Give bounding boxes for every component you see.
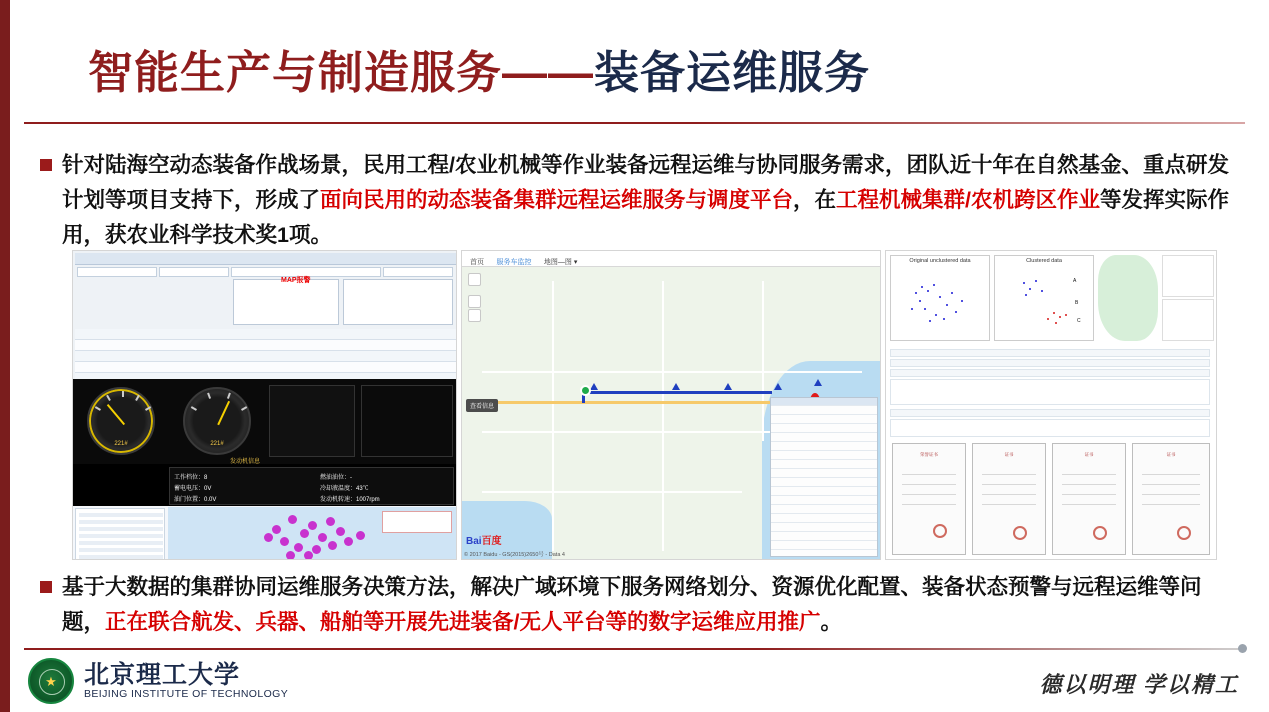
table-row[interactable] — [771, 461, 877, 469]
map-zoom-out-button[interactable] — [468, 309, 481, 322]
table-row[interactable] — [75, 351, 456, 362]
university-name-en: BEIJING INSTITUTE OF TECHNOLOGY — [84, 688, 289, 700]
cluster-label-b: B — [1075, 300, 1079, 306]
table-row[interactable] — [771, 434, 877, 442]
certificate-title: 证书 — [1166, 452, 1176, 457]
certificate-2 — [972, 443, 1046, 555]
bullet-square-icon — [40, 581, 52, 593]
scatter-clustered-caption: Clustered data — [1026, 258, 1062, 264]
bit-emblem-icon: ★ — [28, 658, 74, 704]
engine-line-3: 蓄电电压：0V — [174, 486, 212, 492]
form-row[interactable] — [890, 409, 1210, 417]
map-zoom-in-button[interactable] — [468, 295, 481, 308]
engine-line-6: 发动机转速：1007rpm — [320, 497, 380, 503]
region-thumb-1 — [1162, 255, 1214, 297]
bullet-paragraph-1 — [40, 148, 1240, 253]
baidu-logo: Bai百度 — [466, 536, 502, 547]
bullet2-text-a: 基于大数据的集群协同运维服务决策方法，解决广域环境下服务网络划分、资源优化配置、装备状态预警与远程运维等问题， — [62, 575, 1202, 634]
table-row[interactable] — [771, 497, 877, 505]
bullet1-text-b: ，在 — [793, 188, 837, 212]
table-row[interactable] — [771, 533, 877, 541]
table-row[interactable] — [771, 470, 877, 478]
indicator-panel — [361, 385, 453, 457]
table-cell — [77, 267, 157, 277]
page-title-primary: 智能生产与制造服务—— — [88, 46, 595, 98]
bullet1-highlight-1: 面向民用的动态装备集群远程运维服务与调度平台 — [320, 188, 794, 212]
legend-box — [382, 511, 452, 533]
seal-icon — [1013, 526, 1027, 540]
map-credit: © 2017 Baidu - GS(2015)2650号 - Data 4 — [464, 552, 565, 558]
certificate-title: 证书 — [1004, 452, 1014, 457]
line-chart-left — [233, 279, 339, 325]
engine-line-2: 燃油油位：- — [320, 475, 352, 481]
region-cluster-map — [1098, 255, 1158, 341]
table-row[interactable] — [771, 416, 877, 424]
map-toolbar[interactable] — [462, 251, 880, 267]
bullet2-highlight-1: 正在联合航发、兵器、船舶等开展先进装备/无人平台等的数字运维应用推广 — [105, 610, 821, 634]
table-row[interactable] — [771, 506, 877, 514]
table-row[interactable] — [771, 488, 877, 496]
bullet-paragraph-2 — [40, 570, 1240, 640]
data-table-2[interactable] — [890, 419, 1210, 437]
line-chart-right — [343, 279, 453, 325]
engine-info-title: 发动机信息 — [230, 459, 261, 465]
bullet1-text-a: 针对陆海空动态装备作战场景，民用工程/农业机械等作业装备远程运维与协同服务需求，团队近十年在自然基金、重点研发计划等项目支持下，形成了 — [62, 153, 1229, 212]
table-row[interactable] — [75, 329, 456, 340]
table-row[interactable] — [771, 443, 877, 451]
table-header-bar — [75, 253, 456, 265]
bullet2-text-b: 。 — [820, 610, 843, 634]
map-mode-select[interactable]: 地图—图 ▾ — [543, 259, 578, 266]
info-badge[interactable]: 查看信息 — [466, 399, 498, 412]
gauge-rpm — [183, 387, 251, 455]
table-cell — [383, 267, 453, 277]
page-title — [88, 28, 1188, 108]
table-row[interactable] — [771, 479, 877, 487]
university-motto: 德以明理 学以精工 — [1039, 672, 1239, 697]
scatter-clustered — [994, 255, 1094, 341]
vehicle-marker[interactable] — [724, 383, 732, 390]
vehicle-marker[interactable] — [590, 383, 598, 390]
engine-line-4: 冷却液温度：43℃ — [320, 486, 369, 492]
form-row[interactable] — [890, 349, 1210, 357]
bullet1-text-c: 等发挥实际作用，获农业科学技术奖1项。 — [62, 188, 1230, 247]
start-point-marker[interactable] — [580, 385, 591, 396]
analysis-and-certificates-screenshot[interactable] — [885, 250, 1217, 560]
china-heat-map — [168, 507, 456, 560]
table-row[interactable] — [771, 524, 877, 532]
footer-divider — [24, 648, 1245, 650]
engine-line-1: 工作档位：8 — [174, 475, 208, 481]
table-header-row — [771, 398, 877, 406]
bullet1-highlight-2: 工程机械集群/农机跨区作业 — [836, 188, 1101, 212]
university-name-cn: 北京理工大学 — [84, 661, 241, 689]
seal-icon — [1177, 526, 1191, 540]
map-locate-button[interactable] — [468, 273, 481, 286]
gauge-speed-label: 221# — [114, 441, 128, 447]
scatter-original — [890, 255, 990, 341]
vehicle-marker[interactable] — [672, 383, 680, 390]
engine-line-5: 油门位置：0.0V — [174, 497, 217, 503]
table-row[interactable] — [771, 407, 877, 415]
title-divider — [24, 122, 1245, 124]
form-row[interactable] — [890, 369, 1210, 377]
tab-vehicle-monitor[interactable]: 服务车监控 — [496, 259, 532, 266]
gauge-speed — [87, 387, 155, 455]
table-row[interactable] — [771, 452, 877, 460]
certificate-4 — [1132, 443, 1210, 555]
tab-home[interactable]: 首页 — [470, 259, 484, 266]
table-row[interactable] — [771, 425, 877, 433]
bullet-square-icon — [40, 159, 52, 171]
table-row[interactable] — [75, 340, 456, 351]
certificate-title: 证书 — [1084, 452, 1094, 457]
gauge-rpm-label: 221# — [210, 441, 224, 447]
alarm-label: MAP报警 — [281, 277, 311, 284]
table-row[interactable] — [771, 542, 877, 550]
seal-icon — [933, 524, 947, 538]
certificate-1 — [892, 443, 966, 555]
gauge-cluster — [73, 379, 456, 464]
seal-icon — [1093, 526, 1107, 540]
left-accent-bar — [0, 0, 10, 712]
table-row[interactable] — [75, 362, 456, 373]
data-table[interactable] — [890, 379, 1210, 405]
certificate-3 — [1052, 443, 1126, 555]
vehicle-marker[interactable] — [774, 383, 782, 390]
region-tree-list[interactable] — [75, 508, 165, 560]
form-row[interactable] — [890, 359, 1210, 367]
dashboard-screenshot[interactable] — [72, 250, 457, 560]
engine-info-box — [169, 459, 454, 505]
cluster-label-c: C — [1077, 318, 1081, 324]
footer-dot-icon — [1238, 644, 1247, 653]
university-logo — [28, 658, 288, 704]
screenshot-strip — [72, 250, 1217, 560]
vehicle-data-table[interactable] — [770, 397, 878, 557]
certificate-title: 荣誉证书 — [920, 452, 938, 457]
cluster-label-a: A — [1073, 278, 1077, 284]
page-title-secondary: 装备运维服务 — [594, 46, 871, 98]
table-cell — [159, 267, 229, 277]
region-thumb-2 — [1162, 299, 1214, 341]
status-grid — [269, 385, 355, 457]
map-monitoring-screenshot[interactable] — [461, 250, 881, 560]
table-row[interactable] — [771, 515, 877, 523]
scatter-original-caption: Original unclustered data — [909, 258, 971, 264]
vehicle-marker[interactable] — [814, 379, 822, 386]
